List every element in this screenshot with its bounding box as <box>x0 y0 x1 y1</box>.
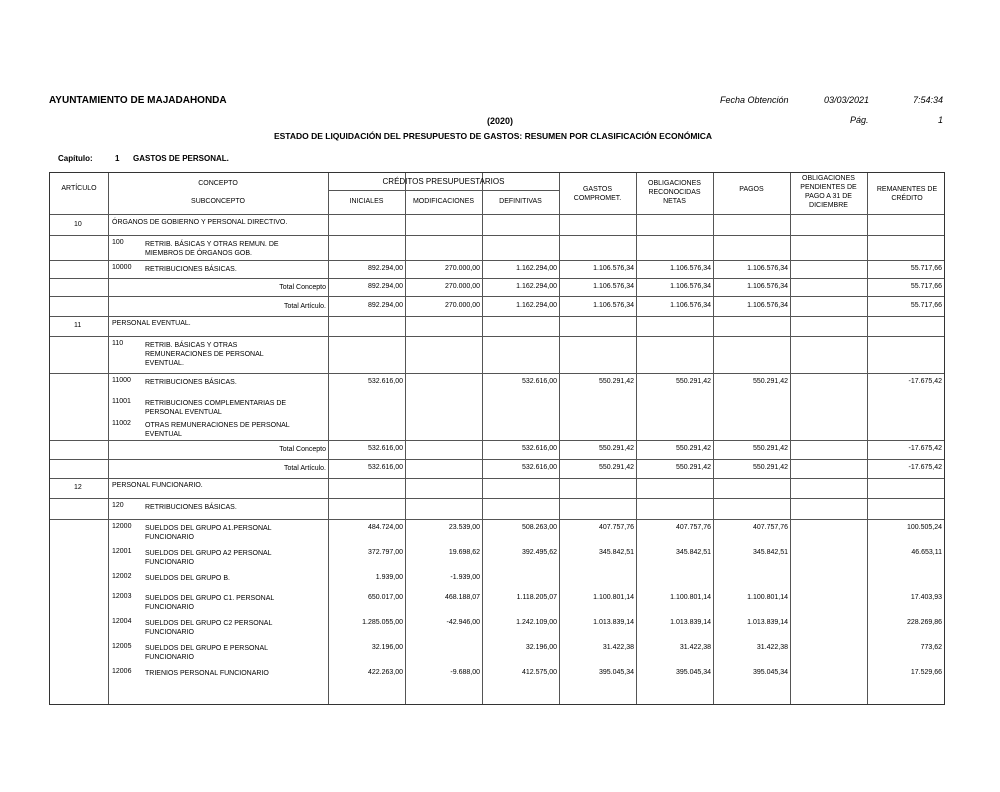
subconcepto-name: OTRAS REMUNERACIONES DE PERSONAL EVENTUAL <box>145 422 290 438</box>
row-divider <box>50 373 944 374</box>
amount-cell: 422.263,00 <box>367 669 403 676</box>
amount-cell: 270.000,00 <box>444 265 480 272</box>
subconcepto-name: RETRIBUCIONES COMPLEMENTARIAS DE PERSONAL EVENTUAL <box>145 400 287 416</box>
capitulo-name: GASTOS DE PERSONAL. <box>133 154 229 163</box>
amount-cell: 1.162.294,00 <box>516 265 557 272</box>
amount-cell: 550.291,42 <box>752 464 788 471</box>
row-divider <box>50 278 944 279</box>
header-bottom-line <box>50 214 944 215</box>
amount-cell: 532.616,00 <box>521 445 557 452</box>
amount-cell: 468.188,07 <box>444 594 480 601</box>
amount-cell: 345.842,51 <box>752 549 788 556</box>
subconcepto-code: 11001 <box>112 398 131 405</box>
amount-cell: 31.422,38 <box>679 644 711 651</box>
budget-table <box>49 172 945 705</box>
amount-cell: 550.291,42 <box>598 378 634 385</box>
subconcepto-code: 12000 <box>112 523 132 530</box>
fecha-value: 03/03/2021 <box>824 95 870 105</box>
amount-cell: 892.294,00 <box>367 283 403 290</box>
amount-cell: 1.106.576,34 <box>593 302 634 309</box>
subconcepto-code: 11000 <box>112 377 131 384</box>
subconcepto-name: SUELDOS DEL GRUPO A2 PERSONAL FUNCIONARIO <box>145 550 272 566</box>
amount-cell: 1.106.576,34 <box>747 302 788 309</box>
amount-cell: 1.106.576,34 <box>593 283 634 290</box>
row-divider <box>50 260 944 261</box>
amount-cell: 228.269,86 <box>906 619 942 626</box>
amount-cell: 55.717,66 <box>910 302 942 309</box>
amount-cell: 23.539,00 <box>448 524 480 531</box>
subconcepto-code: 12006 <box>112 668 132 675</box>
articulo-name: PERSONAL EVENTUAL. <box>112 320 191 327</box>
amount-cell: 650.017,00 <box>367 594 403 601</box>
row-divider <box>50 235 944 236</box>
amount-cell: 345.842,51 <box>675 549 711 556</box>
amount-cell: 270.000,00 <box>444 283 480 290</box>
row-divider <box>50 316 944 317</box>
amount-cell: 392.495,62 <box>521 549 557 556</box>
organization-name: AYUNTAMIENTO DE MAJADAHONDA <box>49 95 227 106</box>
capitulo-label: Capítulo: <box>58 154 93 163</box>
amount-cell: -9.688,00 <box>450 669 480 676</box>
amount-cell: 892.294,00 <box>367 302 403 309</box>
col-header-modificaciones: MODIFICACIONES <box>412 198 475 205</box>
amount-cell: 1.106.576,34 <box>670 302 711 309</box>
row-divider <box>50 440 944 441</box>
subconcepto-code: 12003 <box>112 593 132 600</box>
amount-cell: 1.100.801,14 <box>593 594 634 601</box>
amount-cell: 550.291,42 <box>675 464 711 471</box>
amount-cell: 532.616,00 <box>521 378 557 385</box>
col-header-concepto: CONCEPTO <box>198 180 238 187</box>
amount-cell: 1.100.801,14 <box>670 594 711 601</box>
concepto-code: 100 <box>112 239 124 246</box>
amount-cell: 395.045,34 <box>752 669 788 676</box>
row-divider <box>50 336 944 337</box>
articulo-code: 11 <box>74 322 82 329</box>
subconcepto-code: 12002 <box>112 573 132 580</box>
amount-cell: 32.196,00 <box>525 644 557 651</box>
amount-cell: 407.757,76 <box>675 524 711 531</box>
amount-cell: 17.403,93 <box>910 594 942 601</box>
hora-value: 7:54:34 <box>912 95 943 105</box>
amount-cell: 19.698,62 <box>448 549 480 556</box>
amount-cell: 46.653,11 <box>911 549 942 556</box>
amount-cell: 1.118.205,07 <box>516 594 557 601</box>
subconcepto-code: 11002 <box>112 420 131 427</box>
subconcepto-code: 12001 <box>112 548 132 555</box>
amount-cell: 550.291,42 <box>752 445 788 452</box>
amount-cell: 270.000,00 <box>444 302 480 309</box>
amount-cell: 17.529,66 <box>910 669 942 676</box>
amount-cell: 532.616,00 <box>367 464 403 471</box>
amount-cell: 892.294,00 <box>367 265 403 272</box>
amount-cell: -42.946,00 <box>446 619 480 626</box>
capitulo-number: 1 <box>115 154 120 163</box>
amount-cell: -17.675,42 <box>908 445 942 452</box>
amount-cell: 412.575,00 <box>521 669 557 676</box>
total-label: Total Concepto <box>279 446 326 453</box>
articulo-name: PERSONAL FUNCIONARIO. <box>112 482 203 489</box>
subconcepto-name: RETRIBUCIONES BÁSICAS. <box>145 266 237 273</box>
page-number: 1 <box>937 115 943 125</box>
amount-cell: -1.939,00 <box>450 574 480 581</box>
amount-cell: 1.106.576,34 <box>747 283 788 290</box>
header-divider <box>328 190 559 191</box>
concepto-name: RETRIB. BÁSICAS Y OTRAS REMUNERACIONES DE PERSONAL EVENTUAL. <box>145 342 264 367</box>
col-header-gastos: GASTOS COMPROMET. <box>573 186 622 202</box>
row-divider <box>50 459 944 460</box>
amount-cell: 1.100.801,14 <box>747 594 788 601</box>
amount-cell: 100.505,24 <box>906 524 942 531</box>
amount-cell: 1.106.576,34 <box>670 283 711 290</box>
col-header-subconcepto: SUBCONCEPTO <box>191 198 245 205</box>
report-title: ESTADO DE LIQUIDACIÓN DEL PRESUPUESTO DE GASTOS: RESUMEN POR CLASIFICACIÓN ECONÓMICA <box>273 131 713 141</box>
col-header-obligaciones: OBLIGACIONES RECONOCIDAS NETAS <box>648 180 701 205</box>
total-label: Total Artículo. <box>283 303 326 310</box>
col-divider <box>108 173 109 704</box>
fiscal-year: (2020) <box>486 116 513 126</box>
amount-cell: 550.291,42 <box>675 445 711 452</box>
amount-cell: 1.106.576,34 <box>593 265 634 272</box>
concepto-code: 120 <box>112 502 124 509</box>
amount-cell: 395.045,34 <box>675 669 711 676</box>
row-divider <box>50 478 944 479</box>
amount-cell: 532.616,00 <box>521 464 557 471</box>
row-divider <box>50 296 944 297</box>
amount-cell: 532.616,00 <box>367 378 403 385</box>
amount-cell: -17.675,42 <box>908 464 942 471</box>
amount-cell: 372.797,00 <box>367 549 403 556</box>
amount-cell: 1.242.109,00 <box>516 619 557 626</box>
col-divider <box>790 173 791 704</box>
amount-cell: 345.842,51 <box>598 549 634 556</box>
total-label: Total Artículo. <box>283 465 326 472</box>
amount-cell: 550.291,42 <box>598 445 634 452</box>
subconcepto-name: SUELDOS DEL GRUPO A1.PERSONAL FUNCIONARIO <box>145 525 272 541</box>
col-header-creditos: CRÉDITOS PRESUPUESTARIOS <box>382 177 505 186</box>
concepto-name: RETRIB. BÁSICAS Y OTRAS REMUN. DE MIEMBROS DE ÓRGANOS GOB. <box>145 241 279 257</box>
amount-cell: 1.013.839,14 <box>670 619 711 626</box>
amount-cell: 1.162.294,00 <box>516 283 557 290</box>
subconcepto-name: SUELDOS DEL GRUPO C1. PERSONAL FUNCIONARIO <box>145 595 275 611</box>
col-header-pagos: PAGOS <box>739 186 764 193</box>
amount-cell: 32.196,00 <box>371 644 403 651</box>
amount-cell: 508.263,00 <box>521 524 557 531</box>
subconcepto-code: 12004 <box>112 618 132 625</box>
col-header-iniciales: INICIALES <box>349 198 384 205</box>
subconcepto-code: 12005 <box>112 643 132 650</box>
amount-cell: 31.422,38 <box>756 644 788 651</box>
amount-cell: 31.422,38 <box>602 644 634 651</box>
amount-cell: 1.013.839,14 <box>593 619 634 626</box>
amount-cell: 532.616,00 <box>367 445 403 452</box>
amount-cell: 55.717,66 <box>910 265 942 272</box>
amount-cell: 1.106.576,34 <box>670 265 711 272</box>
col-header-articulo: ARTÍCULO <box>61 185 97 192</box>
row-divider <box>50 519 944 520</box>
subconcepto-code: 10000 <box>112 264 132 271</box>
amount-cell: 773,62 <box>920 644 942 651</box>
page-label: Pág. <box>850 115 869 125</box>
amount-cell: -17.675,42 <box>908 378 942 385</box>
amount-cell: 407.757,76 <box>598 524 634 531</box>
amount-cell: 550.291,42 <box>675 378 711 385</box>
amount-cell: 484.724,00 <box>367 524 403 531</box>
subconcepto-name: TRIENIOS PERSONAL FUNCIONARIO <box>145 670 269 677</box>
concepto-name: RETRIBUCIONES BÁSICAS. <box>145 504 237 511</box>
amount-cell: 550.291,42 <box>752 378 788 385</box>
amount-cell: 550.291,42 <box>598 464 634 471</box>
fecha-label: Fecha Obtención <box>720 95 789 105</box>
amount-cell: 55.717,66 <box>910 283 942 290</box>
articulo-name: ÓRGANOS DE GOBIERNO Y PERSONAL DIRECTIVO. <box>112 219 288 226</box>
subconcepto-name: SUELDOS DEL GRUPO C2 PERSONAL FUNCIONARIO <box>145 620 273 636</box>
col-header-pendientes: OBLIGACIONES PENDIENTES DE PAGO A 31 DE DICIEMBRE <box>800 175 857 209</box>
amount-cell: 1.939,00 <box>375 574 403 581</box>
concepto-code: 110 <box>112 340 124 347</box>
amount-cell: 407.757,76 <box>752 524 788 531</box>
amount-cell: 1.013.839,14 <box>747 619 788 626</box>
row-divider <box>50 498 944 499</box>
amount-cell: 1.106.576,34 <box>747 265 788 272</box>
amount-cell: 395.045,34 <box>598 669 634 676</box>
col-header-remanentes: REMANENTES DE CRÉDITO <box>876 186 938 202</box>
subconcepto-name: SUELDOS DEL GRUPO E PERSONAL FUNCIONARIO <box>145 645 268 661</box>
amount-cell: 1.162.294,00 <box>516 302 557 309</box>
articulo-code: 12 <box>74 484 82 491</box>
amount-cell: 1.285.055,00 <box>362 619 403 626</box>
subconcepto-name: RETRIBUCIONES BÁSICAS. <box>145 379 237 386</box>
total-label: Total Concepto <box>279 284 326 291</box>
subconcepto-name: SUELDOS DEL GRUPO B. <box>145 575 230 582</box>
col-header-definitivas: DEFINITIVAS <box>499 198 542 205</box>
articulo-code: 10 <box>74 221 82 228</box>
